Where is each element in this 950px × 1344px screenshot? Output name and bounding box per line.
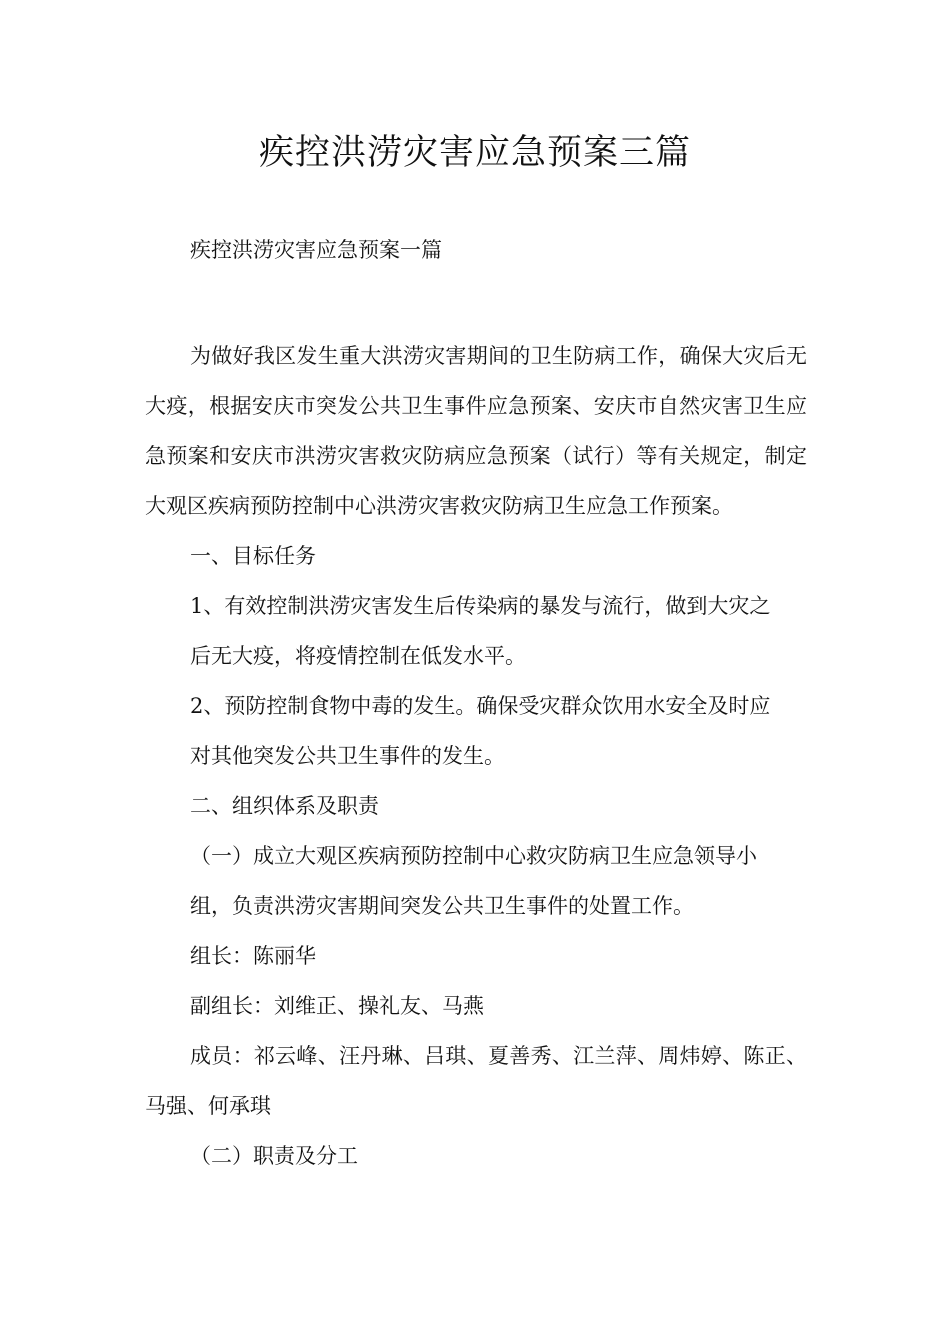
- document-body: [145, 331, 807, 1181]
- section-heading-goals: 一、目标任务: [190, 544, 316, 568]
- document-title: 疾控洪涝灾害应急预案三篇: [258, 133, 691, 173]
- group-deputy-leaders: 副组长：刘维正、操礼友、马燕: [190, 994, 484, 1018]
- group-leader: 组长：陈丽华: [190, 944, 316, 968]
- section-heading-organization: 二、组织体系及职责: [190, 794, 379, 818]
- goal-item-2: 2、预防控制食物中毒的发生。确保受灾群众饮用水安全及时应对其他突发公共卫生事件的发生。: [190, 694, 771, 768]
- goal-item-1: 1、有效控制洪涝灾害发生后传染病的暴发与流行，做到大灾之后无大疫，将疫情控制在低发水平。: [190, 594, 771, 668]
- intro-paragraph: 为做好我区发生重大洪涝灾害期间的卫生防病工作，确保大灾后无大疫，根据安庆市突发公共卫生事件应急预案、安庆市自然灾害卫生应急预案和安庆市洪涝灾害救灾防病应急预案（试行）等有关规定，制定大观区疾病预防控制中心洪涝灾害救灾防病卫生应急工作预案。: [145, 344, 807, 518]
- document-subtitle: 疾控洪涝灾害应急预案一篇: [190, 238, 442, 262]
- sub-section-duties: （二）职责及分工: [190, 1144, 358, 1168]
- group-members: 成员：祁云峰、汪丹琳、吕琪、夏善秀、江兰萍、周炜婷、陈正、马强、何承琪: [145, 1044, 807, 1118]
- sub-section-leadership-group: （一）成立大观区疾病预防控制中心救灾防病卫生应急领导小组，负责洪涝灾害期间突发公共卫生事件的处置工作。: [190, 844, 757, 918]
